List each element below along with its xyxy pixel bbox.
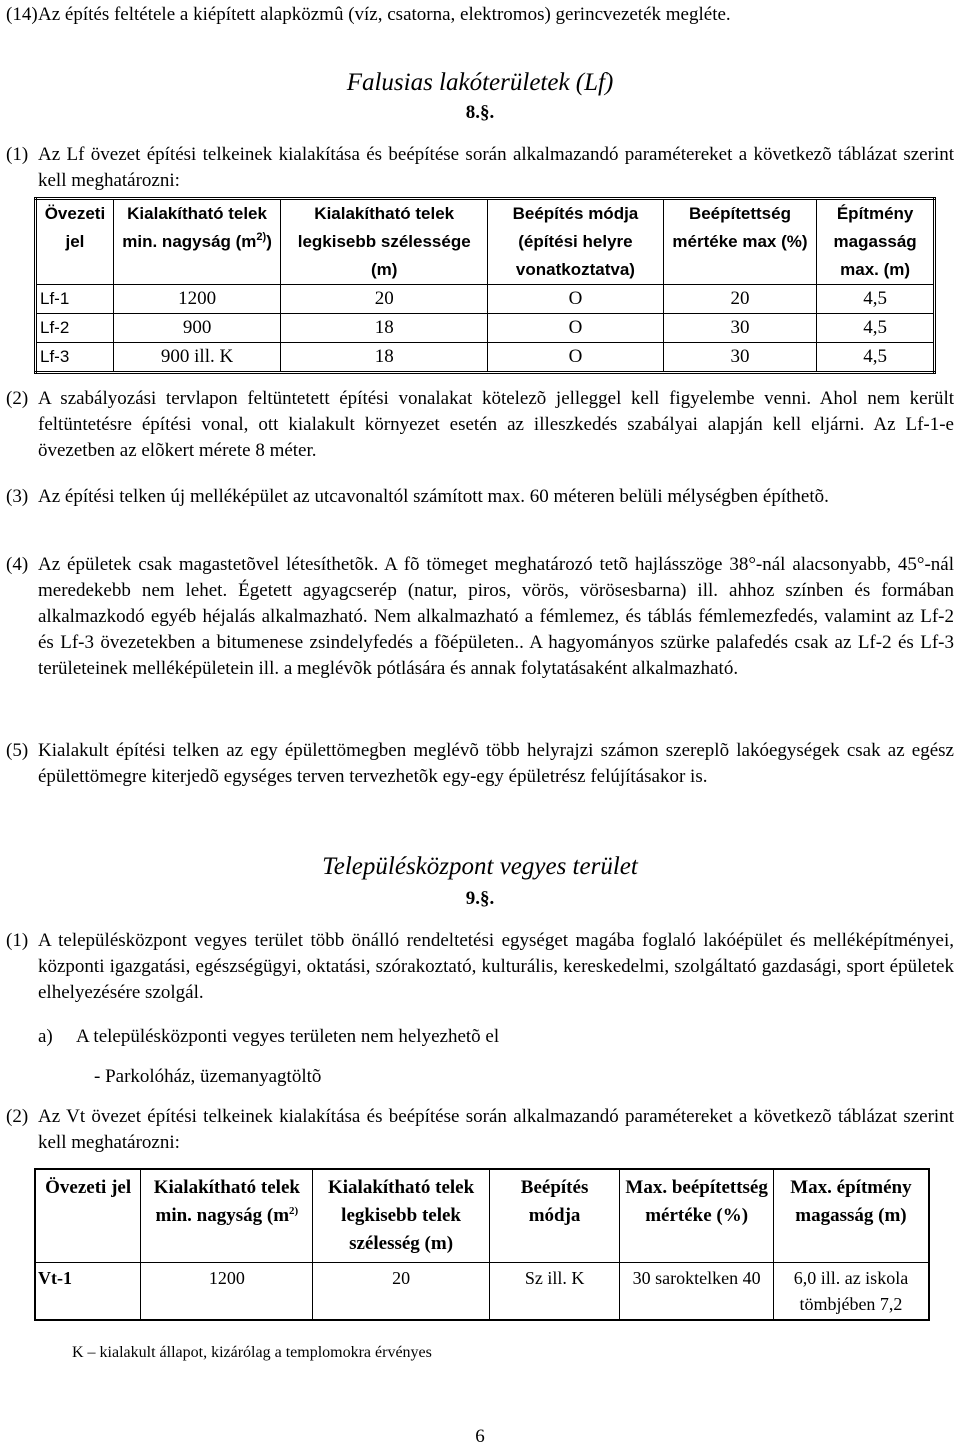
paragraph-number: (5): [6, 740, 29, 761]
table-row: [36, 285, 935, 314]
header-zone-code: Övezeti jel: [36, 199, 114, 285]
header-build-mode: Beépítés módja: [489, 1169, 620, 1263]
paragraph-number: (1): [6, 930, 29, 951]
lf-paragraph-2: [6, 386, 954, 464]
cell-min-size: 1200: [113, 285, 280, 314]
header-height: Építmény magasság max. (m): [817, 199, 935, 285]
paragraph-number: (14): [6, 4, 38, 25]
header-zone-code: Övezeti jel: [35, 1169, 141, 1263]
header-min-size: Kialakítható telek min. nagyság ($m^{2)}$: [141, 1169, 313, 1263]
cell-code: Lf-3: [36, 343, 114, 373]
page-number: 6: [475, 1426, 485, 1447]
cell-min-size: 900 ill. K: [113, 343, 280, 373]
table-row: [36, 343, 935, 373]
cell-ratio: 20: [663, 285, 817, 314]
cell-width: 20: [313, 1263, 489, 1321]
header-build-ratio: Max. beépítettség mértéke (%): [620, 1169, 773, 1263]
section-title-vt: Településközpont vegyes terület: [322, 853, 638, 880]
cell-mode: O: [488, 314, 664, 343]
paragraph-number: (4): [6, 554, 29, 575]
cell-code: Lf-1: [36, 285, 114, 314]
lf-paragraph-4: [6, 552, 954, 682]
cell-mode: Sz ill. K: [489, 1263, 620, 1321]
cell-height: 6,0 ill. az iskola tömbjében 7,2: [773, 1263, 929, 1321]
table-header-row: [36, 199, 935, 285]
vt-paragraph-2: [6, 1104, 954, 1156]
vt-parameter-table: [34, 1168, 930, 1321]
cell-width: 18: [281, 343, 488, 373]
paragraph-text: Az épületek csak magastetõvel létesíthetõk. A fõ tömeget meghatározó tetõ hajlásszöge 38°-nál alacsonyabb, 45°-nál meredekebb nem lehet. Égetett agyagcserép (natur, piros, vörös, vörösesbarna) ill. ahhoz színben és formában alkalmazkodó egyéb héjalás alkalmazható. Nem alkalmazható a fémlemez, és táblás fémlemezfedés, valamint az Lf-2 és Lf-3 övezetekben a bitumenese zsindelyfedés a fõépületen.. A hagyományos szürke palafedés csak az Lf-2 és Lf-3 területeinek melléképületein ill. a meglévõk pótlására és annak folytatásaként alkalmazható.: [38, 554, 954, 679]
section-number-8: 8.§.: [465, 102, 495, 123]
vt-paragraph-1: [6, 928, 954, 1006]
paragraph-text: A szabályozási tervlapon feltüntetett építési vonalakat kötelezõ jelleggel kell figyelembe venni. Ahol nem került feltüntetésre építési vonal, ott kialakult környezet esetén az illeszkedés szabályai alapján kell eljárni. Az Lf-1-e övezetben az elõkert mérete 8 méter.: [38, 388, 954, 461]
table-header-row: [35, 1169, 929, 1263]
table-footnote: K – kialakult állapot, kizárólag a templomokra érvényes: [72, 1344, 432, 1361]
table-row: [35, 1263, 929, 1321]
section-title-lf: Falusias lakóterületek (Lf): [346, 69, 614, 96]
cell-ratio: 30: [663, 314, 817, 343]
paragraph-text: Az építés feltétele a kiépített alapközmû (víz, csatorna, elektromos) gerincvezeték megléte.: [38, 4, 731, 25]
header-min-size: Kialakítható telek min. nagyság $(m^{2)})$: [113, 199, 280, 285]
lf-paragraph-1: [6, 142, 954, 194]
table-row: [36, 314, 935, 343]
paragraph-text: Az Lf övezet építési telkeinek kialakítása és beépítése során alkalmazandó paramétereket a következõ táblázat szerint kell meghatározni:: [38, 144, 954, 191]
paragraph-text: A településközpont vegyes terület több önálló rendeltetési egységet magába foglaló lakóépület és melléképítményei, központi igazgatási, egészségügyi, oktatási, szórakoztató, kulturális, kereskedelmi, szolgáltató gazdasági, sport épületek elhelyezésére szolgál.: [38, 930, 954, 1003]
header-min-width: Kialakítható telek legkisebb telek szélesség (m): [313, 1169, 489, 1263]
paragraph-text: Az építési telken új melléképület az utcavonaltól számított max. 60 méteren belüli mélységben építhetõ.: [38, 486, 829, 507]
cell-height: 4,5: [817, 285, 935, 314]
paragraph-text: Kialakult építési telken az egy épülettömegben meglévõ több helyrajzi számon szereplõ lakóegységek csak az egész épülettömegre kiterjedõ egységes terven tervezhetõk egy-egy épületrész felújításakor is.: [38, 740, 954, 787]
cell-code: Lf-2: [36, 314, 114, 343]
section-number-9: 9.§.: [465, 888, 495, 909]
header-build-mode: Beépítés módja (építési helyre vonatkoztatva): [488, 199, 664, 285]
header-min-width: Kialakítható telek legkisebb szélessége (m): [281, 199, 488, 285]
cell-mode: O: [488, 285, 664, 314]
vt-point-a-item: - Parkolóház, üzemanyagtöltõ: [94, 1066, 322, 1087]
paragraph-number: (2): [6, 388, 29, 409]
cell-ratio: 30 saroktelken 40: [620, 1263, 773, 1321]
paragraph-number: (3): [6, 486, 29, 507]
cell-width: 20: [281, 285, 488, 314]
cell-code: Vt-1: [35, 1263, 141, 1321]
paragraph-14: [6, 2, 954, 28]
cell-mode: O: [488, 343, 664, 373]
vt-point-a-text: A településközponti vegyes területen nem helyezhetõ el: [76, 1026, 500, 1047]
cell-min-size: 1200: [141, 1263, 313, 1321]
lf-paragraph-3: [6, 484, 954, 510]
cell-min-size: 900: [113, 314, 280, 343]
paragraph-number: (1): [6, 144, 29, 165]
cell-height: 4,5: [817, 314, 935, 343]
cell-width: 18: [281, 314, 488, 343]
paragraph-text: Az Vt övezet építési telkeinek kialakítása és beépítése során alkalmazandó paramétereket a következõ táblázat szerint kell meghatározni:: [38, 1106, 954, 1153]
paragraph-number: (2): [6, 1106, 29, 1127]
lf-paragraph-5: [6, 738, 954, 790]
cell-ratio: 30: [663, 343, 817, 373]
vt-point-a-label: a): [38, 1026, 53, 1047]
cell-height: 4,5: [817, 343, 935, 373]
lf-parameter-table: [34, 197, 936, 374]
header-build-ratio: Beépítettség mértéke max (%): [663, 199, 817, 285]
header-height: Max. építmény magasság (m): [773, 1169, 929, 1263]
